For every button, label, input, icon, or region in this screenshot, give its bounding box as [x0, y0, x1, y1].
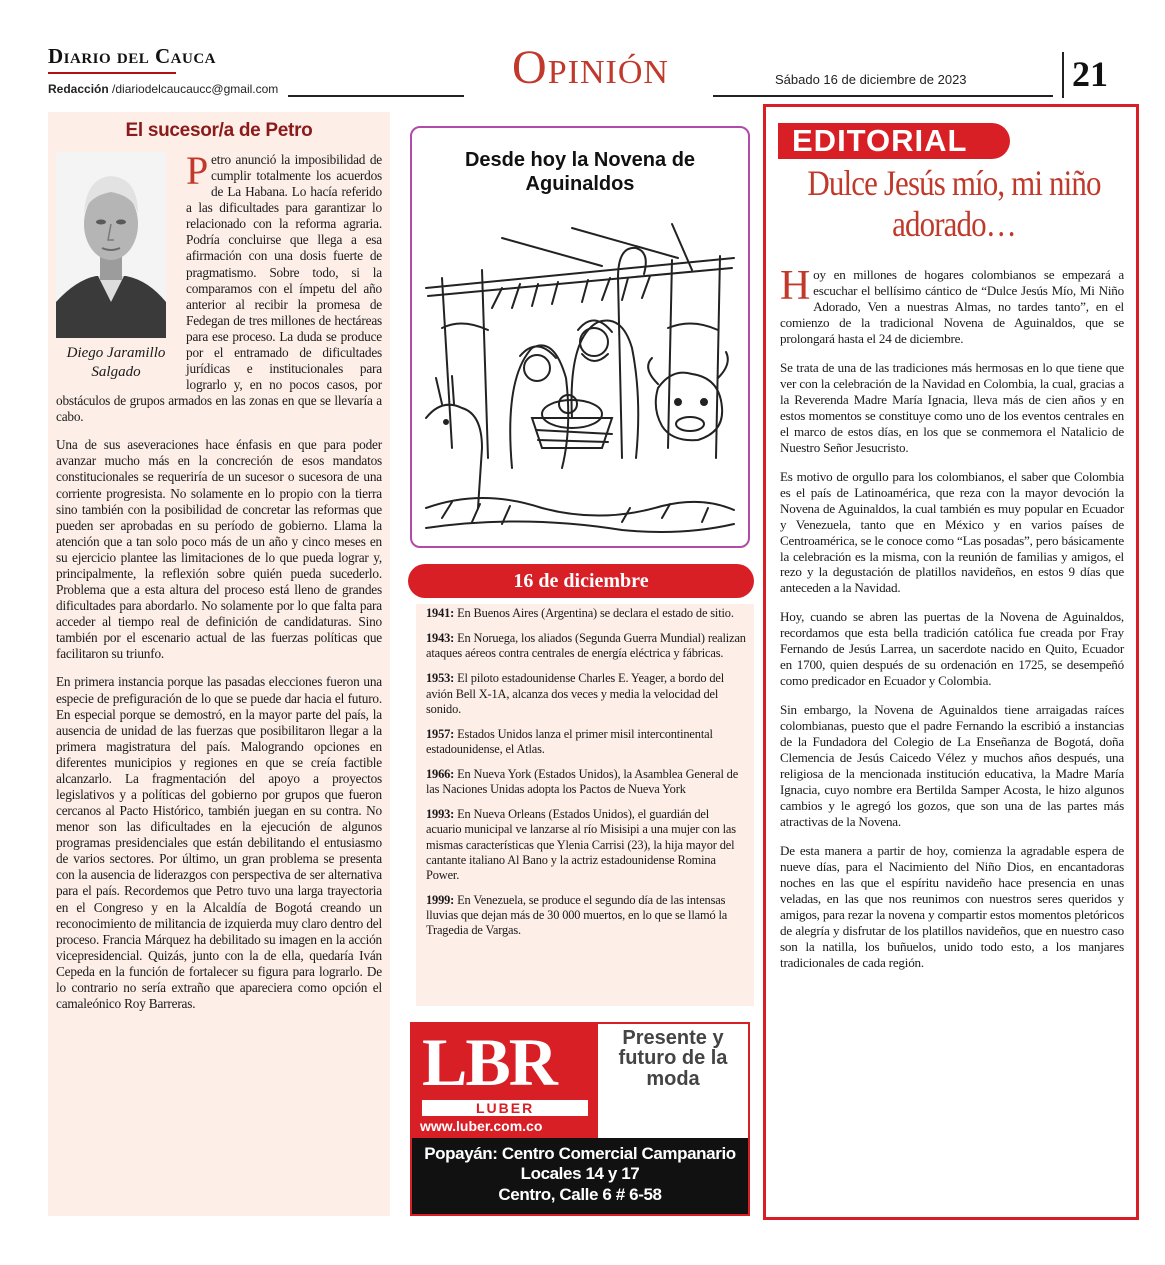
efemeride-text: En Noruega, los aliados (Segunda Guerra Mundial) realizan ataques aéreos contra centrales de energía eléctrica y fábricas.	[426, 631, 746, 661]
redaccion-email[interactable]: /diariodelcaucaucc@gmail.com	[112, 82, 279, 96]
editorial-paragraph: Es motivo de orgullo para los colombianos, el saber que Colombia es el país de Latinoamérica, que reza con la mayor devoción la Novena de Aguinaldos, la cual también es muy popular en Ecuador y Venezuela, tanto que en México y en varios países de Centroamérica, se le conoce como “Las posadas”, pero básicamente la celebración es la misma, con la reunión de familias y amigos, el rezo y la degustación de platillos navideños, en estos 9 días que anteceden a la Navidad.	[780, 468, 1124, 596]
luber-advertisement[interactable]	[410, 1022, 750, 1216]
efemerides-banner: 16 de diciembre	[408, 564, 754, 598]
efemeride-item	[426, 671, 746, 716]
efemeride-item	[426, 893, 746, 938]
efemeride-item	[426, 631, 746, 661]
editorial-paragraph: Sin embargo, la Novena de Aguinaldos tiene arraigadas raíces colombianas, puesto que el padre Fernando la escribió a instancias de la Fundadora del Colegio de La Enseñanza de Bogotá, doña Clemencia de Jesús Caicedo Vélez y muchos años después, una religiosa de la mencionada institución educativa, la Madre María Ignacia, cuyo nombre era Bertilda Samper Acosta, le hizo algunos cambios y le agregó los gozos, que son una de las partes más atractivas de la Novena.	[780, 702, 1124, 830]
efemeride-year: 1941:	[426, 606, 455, 620]
ad-brand: LUBER	[476, 1100, 535, 1116]
editorial-paragraph: De esta manera a partir de hoy, comienza la agradable espera de nueve días, para el Nacimiento del Niño Dios, en encantadoras noches en las que el espíritu navideño hace presencia en unas veladas, en las que nos reunimos con nuestros seres queridos y amigos, para rezar la novena y compartir estos momentos pletóricos de alegría y disfrutar de los platillos navideños, que en nuestro caso son la natilla, los buñuelos, unido todo esto, a los manjares tradicionales de cada región.	[780, 843, 1124, 970]
column-title: El sucesor/a de Petro	[125, 120, 313, 141]
drop-cap: H	[780, 263, 811, 309]
editorial-title: Dulce Jesús mío, mi niño adorado…	[807, 163, 1101, 245]
efemeride-year: 1953:	[426, 671, 455, 686]
ad-url[interactable]: www.luber.com.co	[420, 1118, 543, 1134]
column-paragraph: En primera instancia porque las pasadas elecciones fueron una especie de prefiguración de lo que se puede dar hacia el futuro. En especial porque se demostró, en la mayor parte del país, la ausencia de unidad de las fuerzas que posibilitaron llegar a la primera magistratura del país. Malogrando opciones en diferentes municipios y regiones en que se creía factible alcanzarlo. La fragmentación del apoyo a proyectos legislativos y a políticas del gobierno por grupos que fueron cercanos al Pacto Histórico, también juegan en su contra. No menor son las dificultades en la ejecución de algunos programas presidenciales que están debilitando el entusiasmo de varios sectores. Por último, un gran problema se presenta con la ausencia de liderazgos con perspectiva de ser alternativa para el país. Recordemos que Petro tuvo una larga trayectoria en el Congreso y en la Alcaldía de Bogotá creando un reconocimiento de militancia de izquierda muy claro dentro del proceso. Francia Márquez ha debilitado su imagen en la acción vicepresidencial. Quizás, junto con la de ella, quedaría Iván Cepeda en la función de fortalecer su figura para lograrlo. De lo contrario no sería extraño que apareciera como opción el camaleónico Roy Barreras.	[56, 674, 382, 1011]
novena-title: Desde hoy la Novena de Aguinaldos	[464, 149, 696, 195]
redaccion-line	[48, 82, 278, 96]
author-block	[56, 152, 176, 382]
column-paragraph-text: etro anunció la imposibilidad de cumplir totalmente los acuerdos de La Habana. Lo hacía referido a las dificultades para garantizar lo relacionado con la reforma agraria. Podría concluirse que llega a esa afirmación con una dosis fuerte de pragmatismo. Sobre todo, si la comparamos con el ímpetu del año anterior al recibir la promesa de Fedegan de tres millones de hectáreas para ese proceso. La duda se produce por el entramado de dificultades jurídicas e institucionales para lograrlo y, en no pocos casos, por obstáculos de grupos armados en las zonas en que se llevaría a cabo.	[56, 152, 382, 425]
header-rule-left	[288, 95, 464, 97]
column-paragraph: Una de sus aseveraciones hace énfasis en que para poder avanzar mucho más en la concreción de esos mandatos constitucionales se requeriría de un sucesor o sucesora de una corriente progresista. No solamente en lo propio con la tierra sino también con la posibilidad de concretar las reformas que pueden ser aprobadas en su período de gobierno. Llama la atención que a tan solo poco más de un año y cinco meses en su ejercicio plantee las limitaciones de lo que pueda lograr y, principalmente, la reflexión sobre quién pueda sucederlo. Problema que a esta altura del proceso está lleno de grandes dificultades para abordarlo. No solamente por lo que falta para acceder al tiempo real de definición de candidaturas. Sino también por el escenario actual de las fuerzas políticas que facilitaron su triunfo.	[56, 437, 382, 662]
editorial-box	[763, 104, 1139, 1220]
efemeride-text: En Buenos Aires (Argentina) se declara el estado de sitio.	[457, 606, 734, 620]
page-number: 21	[1072, 54, 1108, 94]
efemeride-text: En Nueva York (Estados Unidos), la Asamblea General de las Naciones Unidas adopta los Pactos de Nueva York	[426, 767, 739, 797]
efemeride-text: Estados Unidos lanza el primer misil intercontinental estadounidense, el Atlas.	[426, 726, 713, 756]
drop-cap: P	[186, 148, 209, 193]
efemeride-year: 1966:	[426, 767, 455, 781]
header-rule-right	[713, 95, 1053, 97]
issue-date: Sábado 16 de diciembre de 2023	[775, 72, 967, 87]
novena-illustration-box	[410, 126, 750, 548]
redaccion-label: Redacción	[48, 82, 109, 96]
section-title: Opinión	[512, 41, 669, 94]
opinion-column	[48, 112, 390, 1216]
editorial-paragraph-text: oy en millones de hogares colombianos se empezará a escuchar el bellísimo cántico de “Dulce Jesús Mío, Mi Niño Adorado, Ven a nuestras Almas, no tardes tanto”, en el comienzo de la tradicional Novena de Aguinaldos, que se prolongará hasta el 24 de diciembre.	[780, 267, 1124, 346]
author-name: Diego Jaramillo Salgado	[66, 345, 166, 380]
efemeride-year: 1999:	[426, 892, 455, 907]
editorial-paragraph: Hoy, cuando se abren las puertas de la Novena de Aguinaldos, recordamos que esta bella tradición católica fue creada por Fray Fernando de Jesús Larrea, un sacerdote nacido en Quito, Ecuador en 1700, quien después de su ordenación en 1725, se desempeñó como predicador en Ecuador y Colombia.	[780, 609, 1124, 689]
efemeride-item	[426, 767, 746, 797]
efemerides-list	[416, 604, 754, 1006]
editorial-body	[780, 263, 1124, 984]
efemeride-item	[426, 807, 746, 883]
author-photo	[56, 152, 166, 338]
ad-address-line: Popayán: Centro Comercial Campanario	[424, 1144, 736, 1163]
masthead: Diario del Cauca	[48, 44, 217, 68]
ad-slogan: Presente y futuro de la moda	[618, 1027, 728, 1090]
ad-logo-panel	[412, 1024, 598, 1138]
editorial-paragraph	[780, 263, 1124, 347]
masthead-rule	[48, 72, 176, 74]
ad-top-section	[412, 1024, 748, 1138]
editorial-tag: EDITORIAL	[778, 123, 1010, 159]
page-number-divider	[1062, 52, 1064, 98]
editorial-paragraph: Se trata de una de las tradiciones más hermosas en lo que tiene que ver con la celebración de la Navidad en Colombia, la cual, gracias a la Reverenda Madre María Ignacia, lleva más de cien años y en estos momentos se constituye como uno de los eventos centrales en el marco de estos días, en los que se conmemora el Natalicio de Nuestro Señor Jesucristo.	[780, 359, 1124, 455]
efemeride-text: En Venezuela, se produce el segundo día de las intensas lluvias que dejan más de 30 000 muertos, en lo que se llamó la Tragedia de Vargas.	[426, 892, 728, 938]
efemeride-year: 1993:	[426, 807, 455, 822]
ad-logo: LBR	[422, 1024, 556, 1100]
ad-address-line: Locales 14 y 17	[520, 1164, 640, 1184]
efemeride-text: En Nueva Orleans (Estados Unidos), el guardián del acuario municipal ve lanzarse al río Misisipi a una mujer con las mismas características que Ylenia Carrisi (23), la hija mayor del cantante italiano Al Bano y la actriz estadounidense Romina Power.	[426, 807, 736, 882]
nativity-illustration	[422, 218, 738, 542]
ad-address	[412, 1138, 748, 1214]
efemeride-item	[426, 606, 746, 621]
efemeride-text: El piloto estadounidense Charles E. Yeager, a bordo del avión Bell X-1A, alcanza dos veces y media la velocidad del sonido.	[426, 671, 725, 716]
efemeride-year: 1943:	[426, 631, 455, 646]
ad-address-line: Centro, Calle 6 # 6-58	[498, 1184, 662, 1204]
efemeride-year: 1957:	[426, 726, 455, 741]
efemeride-item	[426, 727, 746, 757]
